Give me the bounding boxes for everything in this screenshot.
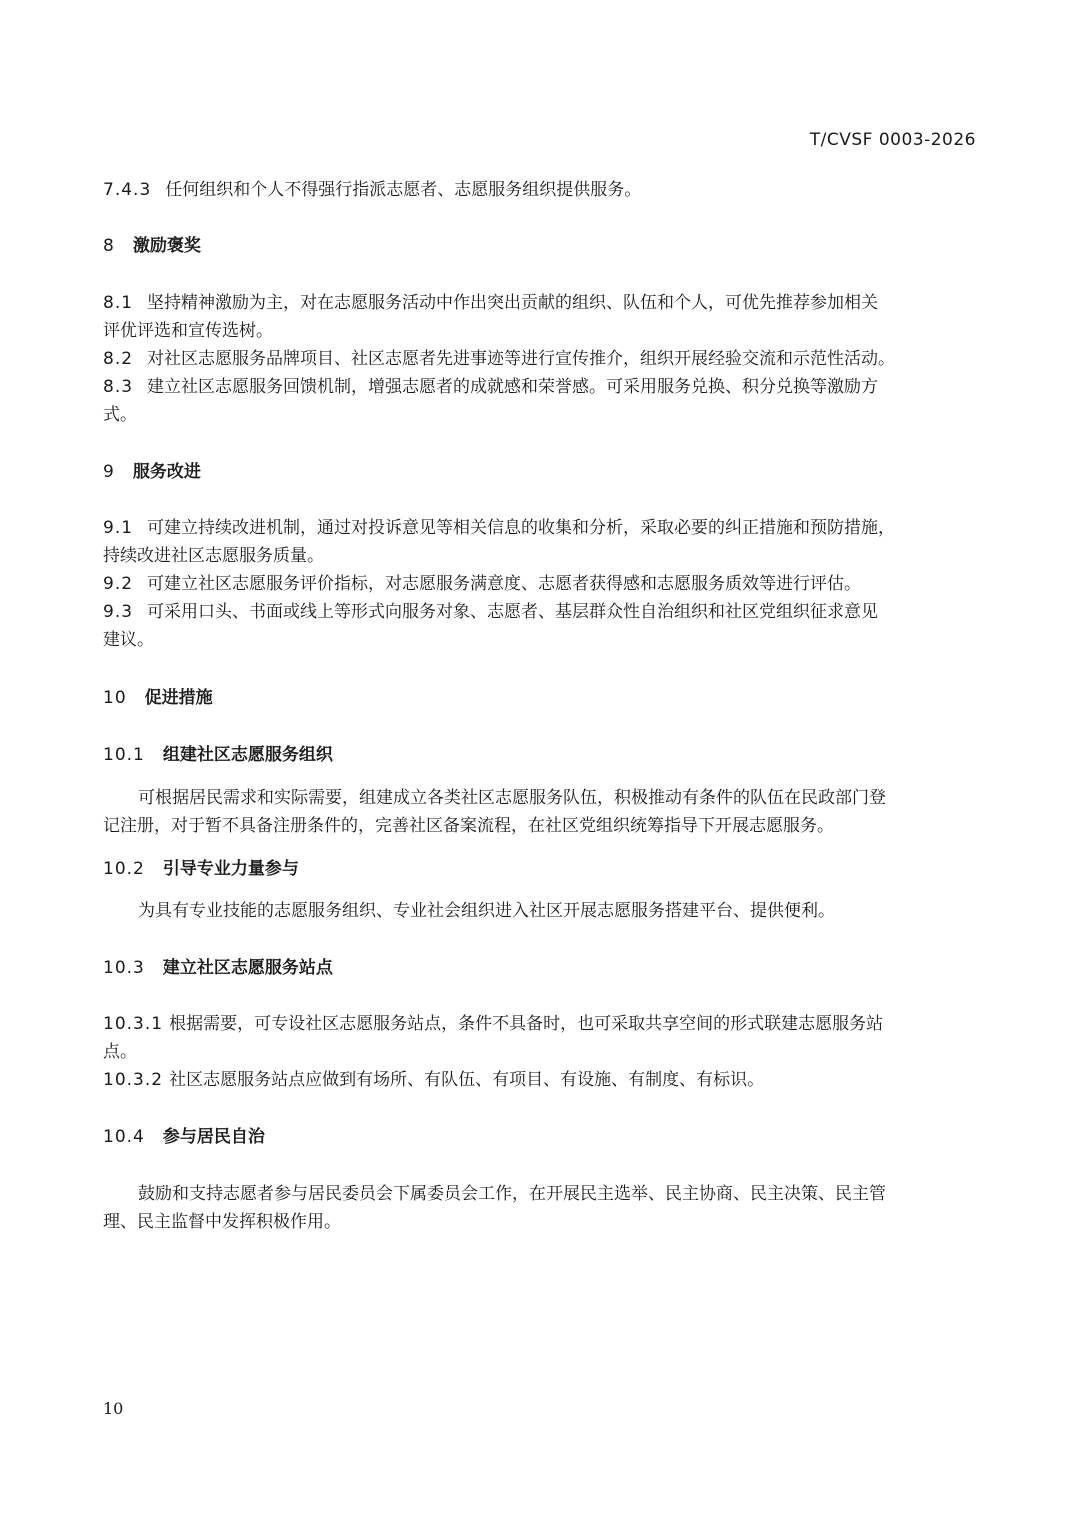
clause-9-3-continued bbox=[103, 626, 979, 654]
clause-10-3-2 bbox=[103, 1066, 979, 1094]
section-number: 8 bbox=[103, 236, 115, 256]
clause-number: 7.4.3 bbox=[103, 180, 152, 200]
clause-8-2 bbox=[103, 345, 979, 373]
clause-8-1-continued bbox=[103, 317, 979, 345]
paragraph-text: 可根据居民需求和实际需要，组建成立各类社区志愿服务队伍，积极推动有条件的队伍在民政部门登 bbox=[138, 788, 886, 808]
subsection-heading-10-1 bbox=[103, 741, 979, 769]
clause-8-3 bbox=[103, 373, 979, 401]
clause-10-3-1-continued bbox=[103, 1038, 979, 1066]
clause-text: 评优评选和宣传选树。 bbox=[103, 321, 273, 341]
clause-text: 任何组织和个人不得强行指派志愿者、志愿服务组织提供服务。 bbox=[165, 180, 642, 200]
paragraph-10-1-line-2 bbox=[103, 812, 979, 840]
clause-7-4-3 bbox=[103, 176, 979, 204]
clause-number: 9.3 bbox=[103, 602, 134, 622]
clause-text: 可建立社区志愿服务评价指标，对志愿服务满意度、志愿者获得感和志愿服务质效等进行评估。 bbox=[147, 574, 862, 594]
clause-text: 坚持精神激励为主，对在志愿服务活动中作出突出贡献的组织、队伍和个人，可优先推荐参加相关 bbox=[147, 293, 879, 313]
paragraph-text: 记注册，对于暂不具备注册条件的，完善社区备案流程，在社区党组织统筹指导下开展志愿服务。 bbox=[103, 816, 834, 836]
clause-text: 对社区志愿服务品牌项目、社区志愿者先进事迹等进行宣传推介，组织开展经验交流和示范性活动。 bbox=[147, 349, 896, 369]
clause-text: 根据需要，可专设社区志愿服务站点，条件不具备时，也可采取共享空间的形式联建志愿服务站 bbox=[169, 1014, 884, 1034]
section-heading-8 bbox=[103, 232, 979, 260]
subsection-number: 10.2 bbox=[103, 859, 145, 879]
clause-text: 社区志愿服务站点应做到有场所、有队伍、有项目、有设施、有制度、有标识。 bbox=[169, 1070, 765, 1090]
subsection-title: 引导专业力量参与 bbox=[162, 859, 299, 879]
clause-text: 可采用口头、书面或线上等形式向服务对象、志愿者、基层群众性自治组织和社区党组织征求意见 bbox=[147, 602, 879, 622]
subsection-heading-10-4 bbox=[103, 1123, 979, 1151]
clause-text: 可建立持续改进机制，通过对投诉意见等相关信息的收集和分析，采取必要的纠正措施和预防措施， bbox=[147, 518, 896, 538]
clause-number: 8.2 bbox=[103, 349, 134, 369]
section-heading-10 bbox=[103, 684, 979, 712]
clause-9-3 bbox=[103, 598, 979, 626]
subsection-number: 10.1 bbox=[103, 745, 145, 765]
subsection-number: 10.4 bbox=[103, 1127, 145, 1147]
paragraph-10-2 bbox=[138, 897, 978, 925]
subsection-number: 10.3 bbox=[103, 958, 145, 978]
section-number: 9 bbox=[103, 462, 115, 482]
section-heading-9 bbox=[103, 458, 979, 486]
subsection-title: 参与居民自治 bbox=[162, 1127, 265, 1147]
standard-code: T/CVSF 0003-2026 bbox=[809, 130, 976, 150]
clause-number: 9.2 bbox=[103, 574, 134, 594]
section-title: 促进措施 bbox=[144, 688, 213, 708]
section-number: 10 bbox=[103, 688, 127, 708]
clause-10-3-1 bbox=[103, 1010, 979, 1038]
section-title: 激励褒奖 bbox=[132, 236, 201, 256]
clause-9-1 bbox=[103, 514, 979, 542]
clause-text: 建议。 bbox=[103, 630, 154, 650]
clause-9-1-continued bbox=[103, 542, 979, 570]
clause-number: 8.1 bbox=[103, 293, 134, 313]
subsection-heading-10-2 bbox=[103, 855, 979, 883]
paragraph-text: 鼓励和支持志愿者参与居民委员会下属委员会工作，在开展民主选举、民主协商、民主决策、民主管 bbox=[138, 1184, 886, 1204]
clause-text: 点。 bbox=[103, 1042, 137, 1062]
clause-text: 式。 bbox=[103, 405, 137, 425]
paragraph-10-4-line-1 bbox=[138, 1180, 978, 1208]
subsection-heading-10-3 bbox=[103, 954, 979, 982]
clause-8-1 bbox=[103, 289, 979, 317]
clause-number: 10.3.2 bbox=[103, 1070, 164, 1090]
clause-text: 持续改进社区志愿服务质量。 bbox=[103, 546, 324, 566]
section-title: 服务改进 bbox=[132, 462, 201, 482]
paragraph-10-4-line-2 bbox=[103, 1208, 979, 1236]
paragraph-text: 理、民主监督中发挥积极作用。 bbox=[103, 1212, 341, 1232]
clause-9-2 bbox=[103, 570, 979, 598]
clause-number: 8.3 bbox=[103, 377, 134, 397]
clause-number: 10.3.1 bbox=[103, 1014, 164, 1034]
paragraph-text: 为具有专业技能的志愿服务组织、专业社会组织进入社区开展志愿服务搭建平台、提供便利。 bbox=[138, 901, 835, 921]
clause-8-3-continued bbox=[103, 401, 979, 429]
clause-number: 9.1 bbox=[103, 518, 134, 538]
subsection-title: 建立社区志愿服务站点 bbox=[162, 958, 333, 978]
paragraph-10-1-line-1 bbox=[138, 784, 978, 812]
subsection-title: 组建社区志愿服务组织 bbox=[162, 745, 333, 765]
clause-text: 建立社区志愿服务回馈机制，增强志愿者的成就感和荣誉感。可采用服务兑换、积分兑换等激励方 bbox=[147, 377, 879, 397]
page-number: 10 bbox=[103, 1399, 124, 1418]
